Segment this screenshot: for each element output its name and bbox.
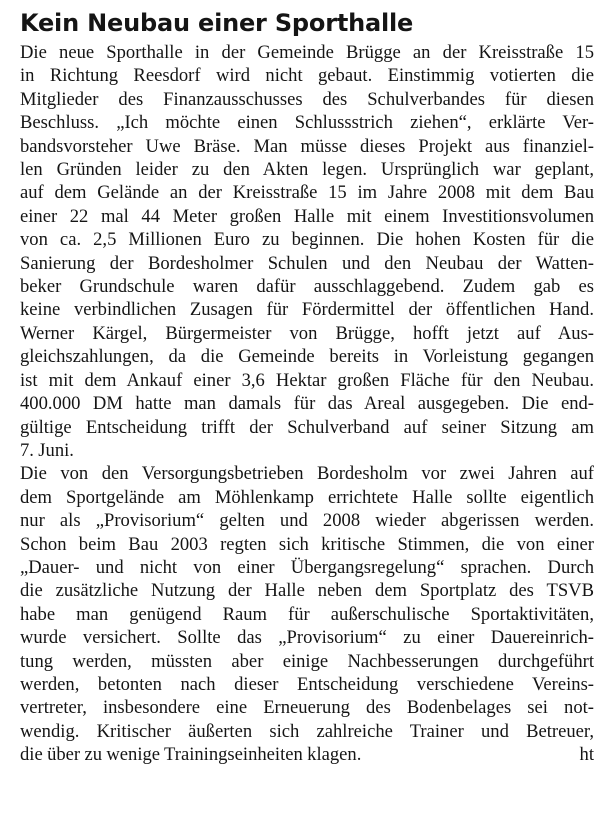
text-line: Werner Kärgel, Bürgermeister von Brügge, hofft jetzt auf Aus- [20,322,594,344]
paragraph-2 [20,462,594,743]
text-line: gleichszahlungen, da die Gemeinde bereits in Vorleistung gegangen [20,346,594,368]
text-line: Schon beim Bau 2003 regten sich kritische Stimmen, die von einer [20,533,594,555]
text-line: beker Grundschule waren dafür ausschlaggebend. Zudem gab es [20,276,594,298]
text-line: Die von den Versorgungsbetrieben Bordesholm vor zwei Jahren auf [20,463,594,485]
paragraph-1 [20,41,594,462]
text-line: 7. Juni. [20,439,74,461]
newspaper-article [20,8,594,767]
text-line: Beschluss. „Ich möchte einen Schlussstrich ziehen“, erklärte Ver- [20,112,594,134]
text-line: Die neue Sporthalle in der Gemeinde Brügge an der Kreisstraße 15 [20,42,594,63]
text-line: „Dauer- und nicht von einer Übergangsregelung“ sprachen. Durch [20,556,594,578]
text-line: in Richtung Reesdorf wird nicht gebaut. Einstimmig votierten die [20,65,594,87]
text-line: len Gründen leider zu den Akten legen. Ursprünglich war geplant, [20,159,594,181]
text-line: bandsvorsteher Uwe Bräse. Man müsse dieses Projekt aus finanziel- [20,135,594,157]
text-line: keine verbindlichen Zusagen für Fördermittel der öffentlichen Hand. [20,299,594,321]
text-line: 400.000 DM hatte man damals für das Areal ausgegeben. Die end- [20,393,594,415]
text-line: wendig. Kritischer äußerten sich zahlreiche Trainer und Betreuer, [20,720,594,742]
text-line: von ca. 2,5 Millionen Euro zu beginnen. Die hohen Kosten für die [20,229,594,251]
text-line: habe man genügend Raum für außerschulische Sportaktivitäten, [20,603,594,625]
text-line: vertreter, insbesondere eine Erneuerung des Bodenbelages sei not- [20,697,594,719]
text-line: ist mit dem Ankauf einer 3,6 Hektar großen Fläche für den Neubau. [20,369,594,391]
text-line: gültige Entscheidung trifft der Schulverband auf seiner Sitzung am [20,416,594,438]
text-line: einer 22 mal 44 Meter großen Halle mit einem Investitionsvolumen [20,205,594,227]
author-initials: ht [579,744,594,766]
closing-line [20,743,594,766]
text-line: wurde versichert. Sollte das „Provisorium“ zu einer Dauereinrich- [20,627,594,649]
text-line: die über zu wenige Trainingseinheiten klagen. [20,744,362,766]
text-line: Sanierung der Bordesholmer Schulen und den Neubau der Watten- [20,252,594,274]
article-headline: Kein Neubau einer Sporthalle [20,9,414,37]
text-line: die zusätzliche Nutzung der Halle neben dem Sportplatz des TSVB [20,580,594,602]
text-line: werden, betonten nach dieser Entscheidung verschiedene Vereins- [20,673,594,695]
text-line: tung werden, müssten aber einige Nachbesserungen durchgeführt [20,650,594,672]
text-line: dem Sportgelände am Möhlenkamp errichtete Halle sollte eigentlich [20,486,594,508]
text-line: auf dem Gelände an der Kreisstraße 15 im Jahre 2008 mit dem Bau [20,182,594,204]
text-line: Mitglieder des Finanzausschusses des Schulverbandes für diesen [20,88,594,110]
text-line: nur als „Provisorium“ gelten und 2008 wieder abgerissen werden. [20,510,594,532]
